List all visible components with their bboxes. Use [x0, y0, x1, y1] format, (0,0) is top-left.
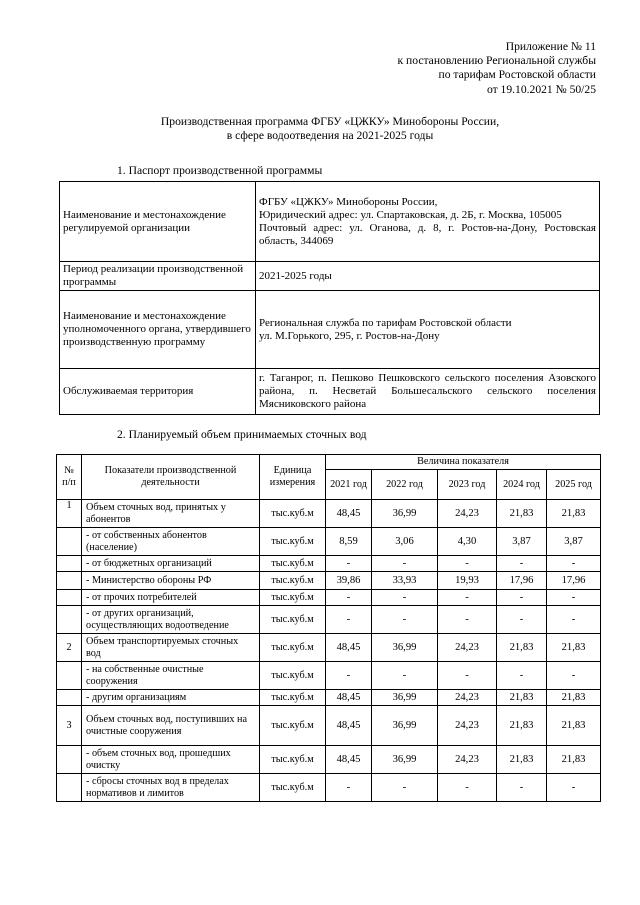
indicator-label: - от прочих потребителей: [82, 590, 260, 606]
value-cell: 36,99: [372, 690, 438, 706]
row-number: 1: [57, 500, 82, 528]
header-year: 2023 год: [438, 470, 497, 500]
table-row: [57, 500, 601, 528]
row-number: [57, 572, 82, 590]
value-cell: 21,83: [497, 690, 547, 706]
value-cell: -: [547, 662, 601, 690]
passport-value: [256, 291, 600, 369]
header-unit: Единица измерения: [260, 455, 326, 500]
unit-cell: тыс.куб.м: [260, 690, 326, 706]
passport-label: Наименование и местонахождение уполномоченного органа, утвердившего производственную программу: [60, 291, 256, 369]
unit-cell: тыс.куб.м: [260, 500, 326, 528]
unit-cell: тыс.куб.м: [260, 572, 326, 590]
volume-table-body: [57, 500, 601, 802]
value-cell: -: [372, 662, 438, 690]
row-number: [57, 662, 82, 690]
indicator-label: Объем транспортируемых сточных вод: [82, 634, 260, 662]
indicator-label: - на собственные очистные сооружения: [82, 662, 260, 690]
value-cell: 48,45: [326, 746, 372, 774]
value-cell: -: [326, 556, 372, 572]
value-cell: 21,83: [497, 746, 547, 774]
table-row: [57, 746, 601, 774]
value-cell: 21,83: [547, 746, 601, 774]
unit-cell: тыс.куб.м: [260, 774, 326, 802]
value-cell: 21,83: [547, 634, 601, 662]
unit-cell: тыс.куб.м: [260, 606, 326, 634]
value-cell: -: [438, 662, 497, 690]
value-cell: -: [547, 606, 601, 634]
value-cell: 8,59: [326, 528, 372, 556]
passport-value-line: Юридический адрес: ул. Спартаковская, д. 2Б, г. Москва, 105005: [259, 208, 562, 221]
table-row: [57, 706, 601, 746]
value-cell: 48,45: [326, 706, 372, 746]
value-cell: 48,45: [326, 500, 372, 528]
appendix-line: от 19.10.2021 № 50/25: [486, 82, 596, 96]
table-row: [57, 572, 601, 590]
value-cell: 4,30: [438, 528, 497, 556]
value-cell: 3,87: [497, 528, 547, 556]
passport-value-line: ул. М.Горького, 295, г. Ростов-на-Дону: [259, 329, 440, 342]
appendix-block: [296, 40, 596, 97]
value-cell: 17,96: [547, 572, 601, 590]
indicator-label: - от других организаций, осуществляющих водоотведение: [82, 606, 260, 634]
value-cell: -: [372, 606, 438, 634]
row-number: [57, 774, 82, 802]
value-cell: -: [497, 774, 547, 802]
value-cell: 39,86: [326, 572, 372, 590]
appendix-line: Приложение № 11: [505, 40, 596, 53]
row-number: [57, 528, 82, 556]
passport-value: [256, 369, 600, 415]
passport-value: [256, 182, 600, 262]
appendix-line: к постановлению Региональной службы: [397, 54, 596, 68]
passport-row: [60, 291, 600, 369]
header-year: 2021 год: [326, 470, 372, 500]
row-number: 2: [57, 634, 82, 662]
table-row: [57, 556, 601, 572]
value-cell: 48,45: [326, 634, 372, 662]
table-row: [57, 606, 601, 634]
value-cell: -: [326, 590, 372, 606]
passport-label: Наименование и местонахождение регулируемой организации: [60, 182, 256, 262]
indicator-label: - объем сточных вод, прошедших очистку: [82, 746, 260, 774]
value-cell: -: [547, 556, 601, 572]
passport-label: Обслуживаемая территория: [60, 369, 256, 415]
row-number: [57, 690, 82, 706]
row-number: [57, 556, 82, 572]
value-cell: -: [326, 774, 372, 802]
table-row: [57, 634, 601, 662]
value-cell: -: [372, 774, 438, 802]
unit-cell: тыс.куб.м: [260, 556, 326, 572]
value-cell: -: [326, 606, 372, 634]
header-year: 2025 год: [547, 470, 601, 500]
header-value: Величина показателя: [326, 455, 601, 470]
value-cell: 24,23: [438, 706, 497, 746]
value-cell: 36,99: [372, 706, 438, 746]
value-cell: -: [438, 774, 497, 802]
passport-value-line: Почтовый адрес: ул. Оганова, д. 8, г. Ростов-на-Дону, Ростовская область, 344069: [259, 221, 596, 247]
volume-header-row: [57, 455, 601, 470]
table-row: [57, 774, 601, 802]
section-heading-volume: 2. Планируемый объем принимаемых сточных вод: [117, 428, 367, 441]
value-cell: 33,93: [372, 572, 438, 590]
passport-value-line: Региональная служба по тарифам Ростовской области: [259, 316, 512, 329]
value-cell: 17,96: [497, 572, 547, 590]
indicator-label: - от собственных абонентов (население): [82, 528, 260, 556]
volume-table: [56, 454, 601, 802]
passport-row: [60, 262, 600, 291]
value-cell: -: [547, 590, 601, 606]
value-cell: 24,23: [438, 500, 497, 528]
header-year: 2024 год: [497, 470, 547, 500]
row-number: [57, 590, 82, 606]
passport-value: [256, 262, 600, 291]
value-cell: 21,83: [547, 706, 601, 746]
table-row: [57, 590, 601, 606]
row-number: 3: [57, 706, 82, 746]
value-cell: 21,83: [497, 634, 547, 662]
passport-row: [60, 369, 600, 415]
unit-cell: тыс.куб.м: [260, 590, 326, 606]
value-cell: -: [438, 556, 497, 572]
value-cell: -: [497, 590, 547, 606]
unit-cell: тыс.куб.м: [260, 634, 326, 662]
value-cell: 36,99: [372, 634, 438, 662]
value-cell: 19,93: [438, 572, 497, 590]
unit-cell: тыс.куб.м: [260, 706, 326, 746]
value-cell: 21,83: [497, 500, 547, 528]
passport-row: [60, 182, 600, 262]
value-cell: -: [372, 590, 438, 606]
value-cell: 21,83: [547, 500, 601, 528]
indicator-label: Объем сточных вод, поступивших на очистные сооружения: [82, 706, 260, 746]
indicator-label: - Министерство обороны РФ: [82, 572, 260, 590]
passport-table: [59, 181, 600, 415]
indicator-label: - от бюджетных организаций: [82, 556, 260, 572]
appendix-line: по тарифам Ростовской области: [438, 68, 596, 82]
row-number: [57, 746, 82, 774]
value-cell: 24,23: [438, 690, 497, 706]
value-cell: 21,83: [547, 690, 601, 706]
indicator-label: - сбросы сточных вод в пределах нормативов и лимитов: [82, 774, 260, 802]
value-cell: 3,06: [372, 528, 438, 556]
value-cell: 24,23: [438, 634, 497, 662]
value-cell: -: [326, 662, 372, 690]
value-cell: 36,99: [372, 746, 438, 774]
value-cell: -: [497, 662, 547, 690]
value-cell: 21,83: [497, 706, 547, 746]
title-line: Производственная программа ФГБУ «ЦЖКУ» Минобороны России,: [160, 115, 500, 128]
unit-cell: тыс.куб.м: [260, 662, 326, 690]
passport-value-line: г. Таганрог, п. Пешково Пешковского сельского поселения Азовского района, п. Несветай Большесальского сельского поселения Мясниковского района: [259, 372, 596, 410]
unit-cell: тыс.куб.м: [260, 746, 326, 774]
header-year: 2022 год: [372, 470, 438, 500]
value-cell: -: [438, 590, 497, 606]
value-cell: 48,45: [326, 690, 372, 706]
section-heading-passport: 1. Паспорт производственной программы: [117, 164, 323, 177]
value-cell: -: [372, 556, 438, 572]
passport-label: Период реализации производственной программы: [60, 262, 256, 291]
value-cell: -: [497, 606, 547, 634]
passport-value-line: 2021-2025 годы: [259, 269, 332, 282]
table-row: [57, 662, 601, 690]
indicator-label: Объем сточных вод, принятых у абонентов: [82, 500, 260, 528]
unit-cell: тыс.куб.м: [260, 528, 326, 556]
value-cell: -: [547, 774, 601, 802]
value-cell: -: [497, 556, 547, 572]
row-number: [57, 606, 82, 634]
table-row: [57, 528, 601, 556]
value-cell: 24,23: [438, 746, 497, 774]
header-num: № п/п: [57, 455, 82, 500]
indicator-label: - другим организациям: [82, 690, 260, 706]
value-cell: 3,87: [547, 528, 601, 556]
header-indicator: Показатели производственной деятельности: [82, 455, 260, 500]
title-line: в сфере водоотведения на 2021-2025 годы: [226, 129, 434, 143]
table-row: [57, 690, 601, 706]
value-cell: 36,99: [372, 500, 438, 528]
passport-value-line: ФГБУ «ЦЖКУ» Минобороны России,: [259, 195, 438, 208]
document-title: [40, 115, 620, 143]
value-cell: -: [438, 606, 497, 634]
